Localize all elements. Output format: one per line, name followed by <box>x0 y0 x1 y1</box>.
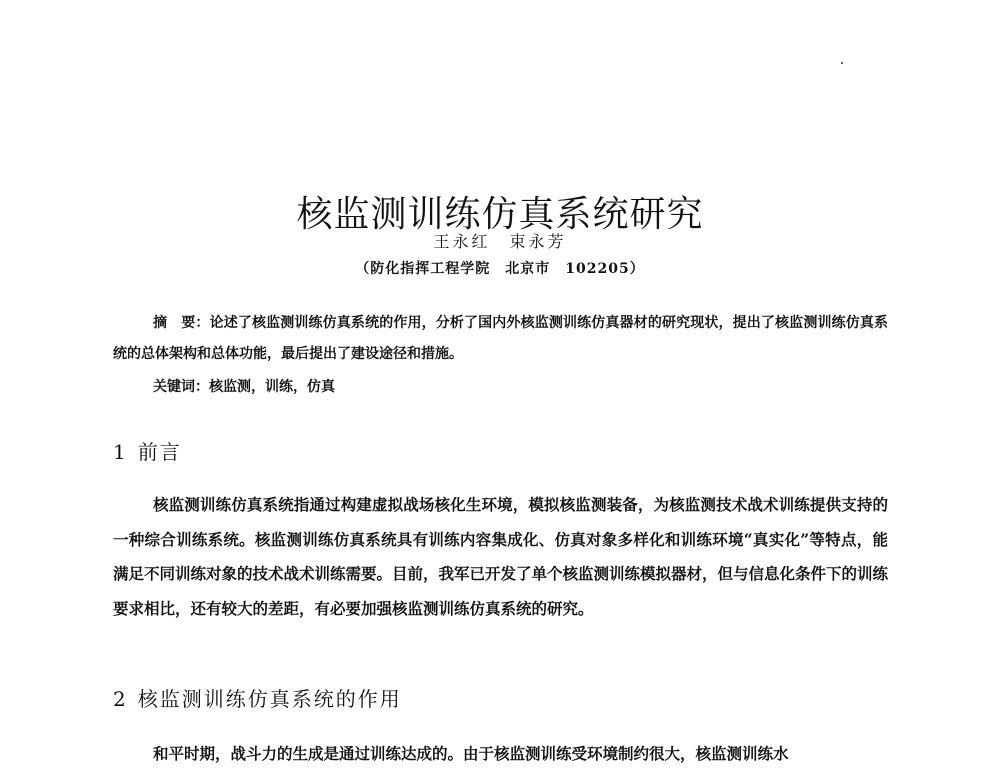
abstract-text: 论述了核监测训练仿真系统的作用，分析了国内外核监测训练仿真器材的研究现状，提出了核监测训练仿真系统的总体架构和总体功能，最后提出了建设途径和措施。 <box>113 315 889 362</box>
section-number: 1 <box>113 440 128 464</box>
paper-affiliation: （防化指挥工程学院 北京市 102205） <box>355 261 645 277</box>
section-title: 核监测训练仿真系统的作用 <box>137 687 402 711</box>
paper-authors: 王永红 束永芳 <box>433 232 567 251</box>
scan-dot <box>841 62 843 64</box>
section-2-paragraph: 和平时期，战斗力的生成是通过训练达成的。由于核监测训练受环境制约很大，核监测训练水 <box>153 744 789 763</box>
keywords <box>153 377 335 397</box>
paper-title: 核监测训练仿真系统研究 <box>296 194 704 236</box>
section-1-paragraph: 核监测训练仿真系统指通过构建虚拟战场核化生环境，模拟核监测装备，为核监测技术战术训练提供支持的一种综合训练系统。核监测训练仿真系统具有训练内容集成化、仿真对象多样化和训练环境“真实化”等特点，能满足不同训练对象的技术战术训练需要。目前，我军已开发了单个核监测训练模拟器材，但与信息化条件下的训练要求相比，还有较大的差距，有必要加强核监测训练仿真系统的研究。 <box>113 495 889 618</box>
section-heading-2 <box>113 683 402 712</box>
section-title: 前言 <box>137 440 182 464</box>
keywords-label: 关键词： <box>153 379 209 395</box>
section-number: 2 <box>113 687 128 711</box>
abstract-label: 摘 要： <box>153 315 210 331</box>
section-heading-1 <box>113 436 182 465</box>
abstract <box>113 308 888 370</box>
keywords-text: 核监测，训练，仿真 <box>209 379 335 395</box>
